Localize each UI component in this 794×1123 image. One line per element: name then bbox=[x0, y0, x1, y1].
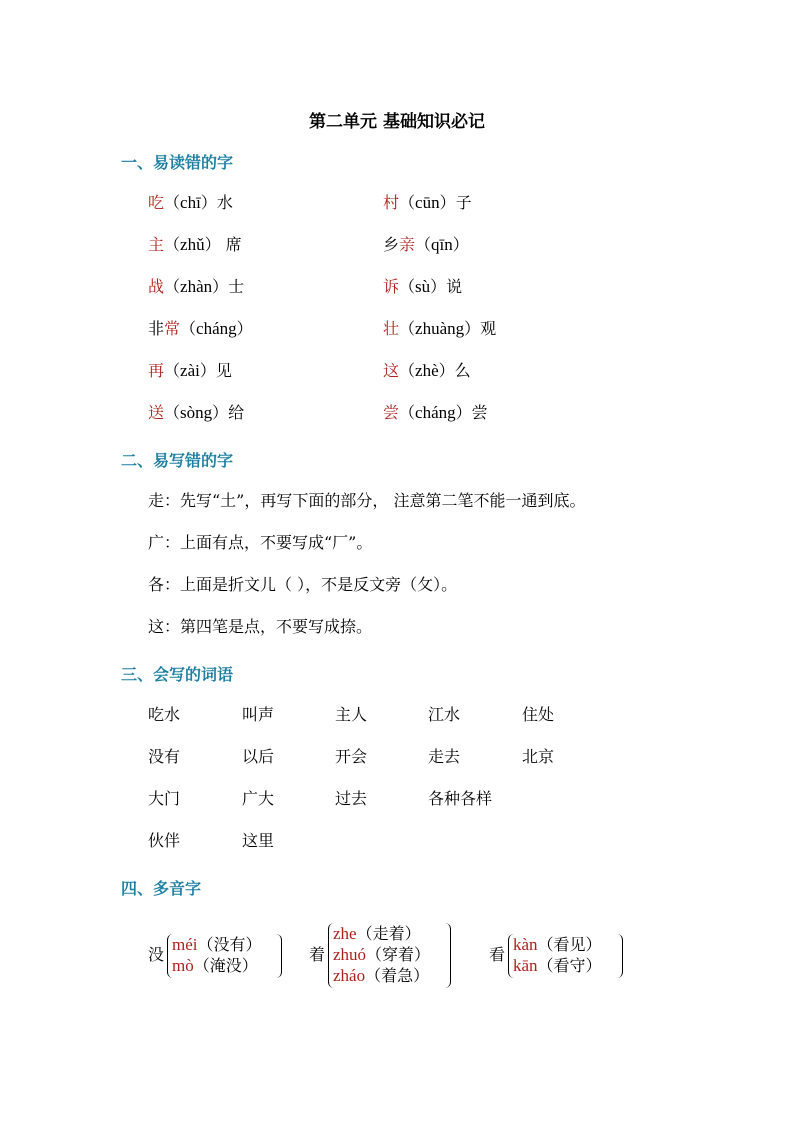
easy-read-item bbox=[148, 316, 253, 339]
highlight-char: 再 bbox=[148, 361, 165, 380]
pinyin: sòng bbox=[180, 403, 213, 422]
highlight-char: 村 bbox=[383, 193, 400, 212]
pinyin: zhàn bbox=[180, 277, 213, 296]
example-word: （看守） bbox=[537, 956, 602, 975]
section-heading-easy-write: 二、易写错的字 bbox=[121, 451, 234, 470]
polyphone-char: 着 bbox=[309, 944, 326, 964]
easy-write-note: 这：第四笔是点，不要写成捺。 bbox=[148, 617, 373, 636]
page-title: 第二单元 基础知识必记 bbox=[309, 112, 485, 132]
easy-read-item bbox=[383, 274, 462, 297]
easy-read-item bbox=[383, 232, 469, 255]
paren: ） bbox=[455, 403, 472, 422]
easy-write-note: 走：先写“土”，再写下面的部分， 注意第二笔不能一通到底。 bbox=[148, 491, 586, 510]
paren: （ bbox=[399, 277, 416, 296]
highlight-char: 这 bbox=[383, 361, 400, 380]
example-word: （看见） bbox=[537, 935, 602, 954]
plain-char: 说 bbox=[446, 277, 463, 296]
highlight-char: 战 bbox=[148, 277, 165, 296]
paren: ） bbox=[204, 235, 221, 254]
pinyin: zhè bbox=[415, 361, 439, 380]
highlight-char: 常 bbox=[164, 319, 181, 338]
pinyin: zháo bbox=[333, 966, 366, 985]
example-word: （走着） bbox=[356, 924, 421, 943]
word-item: 主人 bbox=[335, 705, 368, 724]
plain-char: 观 bbox=[480, 319, 497, 338]
pinyin: zhuó bbox=[333, 945, 367, 964]
right-brace bbox=[617, 934, 623, 978]
pinyin: zhuàng bbox=[415, 319, 465, 338]
right-brace bbox=[445, 923, 451, 988]
plain-char: 席 bbox=[220, 235, 242, 254]
easy-read-item bbox=[383, 400, 488, 423]
plain-char: 非 bbox=[148, 319, 165, 338]
right-brace bbox=[276, 934, 282, 978]
word-item: 各种各样 bbox=[428, 789, 493, 808]
paren: ） bbox=[199, 361, 216, 380]
pinyin: zhe bbox=[333, 924, 357, 943]
paren: ） bbox=[439, 193, 456, 212]
pinyin: cháng bbox=[196, 319, 237, 338]
easy-read-item bbox=[148, 358, 232, 381]
paren: ） bbox=[464, 319, 481, 338]
highlight-char: 吃 bbox=[148, 193, 165, 212]
plain-char: 乡 bbox=[383, 235, 400, 254]
paren: ） bbox=[212, 277, 229, 296]
paren: （ bbox=[164, 235, 181, 254]
highlight-char: 尝 bbox=[383, 403, 400, 422]
paren: ） bbox=[236, 319, 253, 338]
pinyin: qīn bbox=[431, 235, 453, 254]
polyphone-reading bbox=[513, 953, 602, 976]
polyphone-reading bbox=[513, 932, 602, 955]
word-item: 北京 bbox=[522, 747, 555, 766]
paren: ） bbox=[212, 403, 229, 422]
paren: （ bbox=[180, 319, 197, 338]
easy-read-item bbox=[383, 316, 496, 339]
pinyin: mò bbox=[172, 956, 194, 975]
section-heading-polyphones: 四、多音字 bbox=[121, 879, 202, 898]
pinyin: kàn bbox=[513, 935, 538, 954]
word-item: 叫声 bbox=[242, 705, 275, 724]
plain-char: 士 bbox=[228, 277, 245, 296]
highlight-char: 诉 bbox=[383, 277, 400, 296]
paren: （ bbox=[399, 403, 416, 422]
easy-read-item bbox=[148, 400, 244, 423]
pinyin: cūn bbox=[415, 193, 440, 212]
plain-char: 子 bbox=[455, 193, 472, 212]
example-word: （淹没） bbox=[193, 956, 258, 975]
section-heading-words: 三、会写的词语 bbox=[121, 665, 234, 684]
word-item: 开会 bbox=[335, 747, 368, 766]
word-item: 过去 bbox=[335, 789, 368, 808]
paren: （ bbox=[164, 361, 181, 380]
plain-char: 给 bbox=[228, 403, 245, 422]
paren: （ bbox=[164, 277, 181, 296]
polyphone-reading bbox=[333, 963, 429, 986]
highlight-char: 壮 bbox=[383, 319, 400, 338]
example-word: （着急） bbox=[365, 966, 430, 985]
easy-read-item bbox=[148, 190, 233, 213]
easy-write-note: 广：上面有点，不要写成“厂”。 bbox=[148, 533, 373, 552]
word-item: 大门 bbox=[148, 789, 181, 808]
word-item: 广大 bbox=[242, 789, 275, 808]
pinyin: chī bbox=[180, 193, 201, 212]
word-item: 江水 bbox=[428, 705, 461, 724]
paren: （ bbox=[164, 403, 181, 422]
plain-char: 水 bbox=[216, 193, 233, 212]
easy-read-item bbox=[383, 190, 472, 213]
word-item: 伙伴 bbox=[148, 831, 181, 850]
paren: （ bbox=[399, 361, 416, 380]
polyphone-reading bbox=[333, 942, 430, 965]
paren: ） bbox=[200, 193, 217, 212]
pinyin: kān bbox=[513, 956, 538, 975]
example-word: （穿着） bbox=[366, 945, 431, 964]
pinyin: méi bbox=[172, 935, 198, 954]
example-word: （没有） bbox=[197, 935, 262, 954]
pinyin: zhǔ bbox=[180, 235, 205, 254]
plain-char: 尝 bbox=[471, 403, 488, 422]
pinyin: sù bbox=[415, 277, 431, 296]
pinyin: zài bbox=[180, 361, 200, 380]
plain-char: 见 bbox=[215, 361, 232, 380]
word-item: 以后 bbox=[242, 747, 275, 766]
easy-read-item bbox=[148, 274, 244, 297]
highlight-char: 送 bbox=[148, 403, 165, 422]
easy-read-item bbox=[383, 358, 471, 381]
polyphone-reading bbox=[172, 932, 262, 955]
section-heading-easy-read: 一、易读错的字 bbox=[121, 153, 234, 172]
paren: ） bbox=[430, 277, 447, 296]
polyphone-char: 没 bbox=[148, 945, 165, 964]
word-item: 住处 bbox=[522, 705, 555, 724]
easy-read-item bbox=[148, 232, 242, 255]
word-item: 没有 bbox=[148, 747, 181, 766]
plain-char: 么 bbox=[454, 361, 471, 380]
word-item: 吃水 bbox=[148, 705, 181, 724]
paren: （ bbox=[415, 235, 432, 254]
word-item: 这里 bbox=[242, 831, 275, 850]
paren: （ bbox=[164, 193, 181, 212]
word-item: 走去 bbox=[428, 747, 461, 766]
paren: （ bbox=[399, 319, 416, 338]
highlight-char: 主 bbox=[148, 235, 165, 254]
easy-write-note: 各：上面是折文儿（ ），不是反文旁（攵）。 bbox=[148, 575, 458, 594]
pinyin: cháng bbox=[415, 403, 456, 422]
polyphone-reading bbox=[172, 953, 258, 976]
paren: ） bbox=[452, 235, 469, 254]
polyphone-reading bbox=[333, 921, 421, 944]
highlight-char: 亲 bbox=[399, 235, 416, 254]
polyphone-char: 看 bbox=[489, 945, 506, 964]
paren: ） bbox=[438, 361, 455, 380]
paren: （ bbox=[399, 193, 416, 212]
